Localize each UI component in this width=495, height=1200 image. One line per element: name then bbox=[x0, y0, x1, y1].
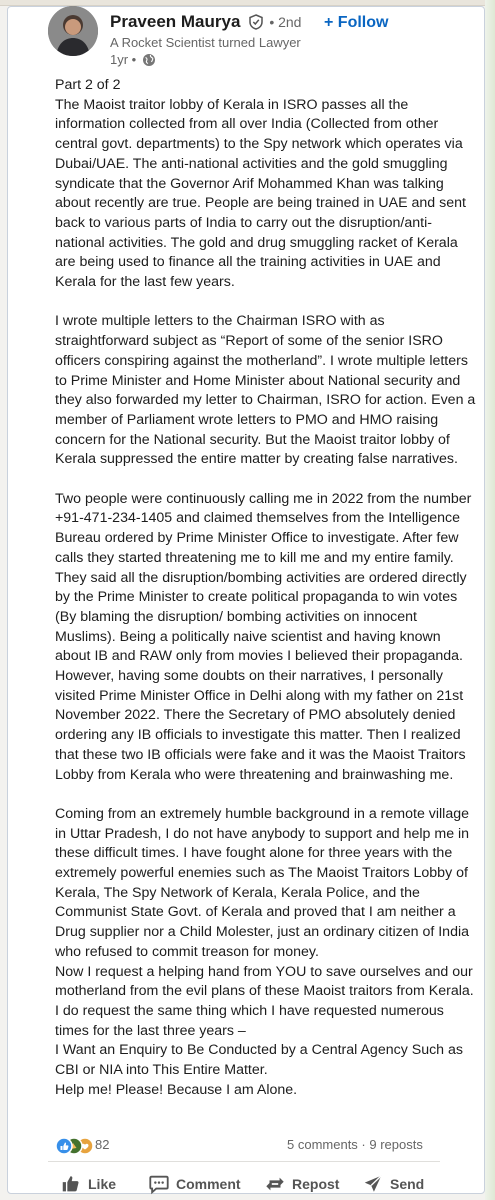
repost-icon bbox=[264, 1173, 286, 1195]
send-label: Send bbox=[390, 1176, 425, 1192]
comment-button[interactable] bbox=[148, 1172, 241, 1196]
post-paragraph: Part 2 of 2 bbox=[55, 77, 121, 93]
like-button[interactable] bbox=[60, 1172, 116, 1196]
connection-degree: • 2nd bbox=[269, 14, 302, 30]
post-paragraph: Coming from an extremely humble background in a remote village in Uttar Pradesh, I do not have anybody to support and help me in these difficult times. I have fought alone for three years with the extremely powerful enemies such as The Maoist Traitors Lobby of Kerala, The Spy Network of Kerala, Kerala Police, and the Communist State Govt. of Kerala and proved that I am neither a Drug supplier nor a Child Molester, just an ordinary citizen of India who refused to commit treason for money. bbox=[55, 805, 470, 960]
post-paragraph: Help me! Please! Because I am Alone. bbox=[55, 1081, 298, 1098]
post-time: 1yr • bbox=[110, 52, 137, 67]
author-avatar[interactable] bbox=[48, 6, 98, 56]
actions-divider bbox=[48, 1161, 440, 1162]
follow-button[interactable]: + Follow bbox=[324, 14, 389, 31]
post-text bbox=[55, 76, 480, 1101]
repost-label: Repost bbox=[292, 1176, 340, 1192]
author-headline: A Rocket Scientist turned Lawyer bbox=[110, 35, 301, 50]
post-paragraph: Two people were continuously calling me in 2022 from the number +91-471-234-1405 and claimed themselves from the Intelligence Bureau ordered by Prime Minister Office to investigate. After few calls they started threatening me to kill me and my entire family. They said all the disruption/bombing activities are ordered directly by the Prime Minister to create political propaganda to win votes (By blaming the disruption/ bombing activities on innocent Muslims). Being a politically naive scientist and having known about IB and RAW only from movies I believed their propaganda. However, having some doubts on their narratives, I personally visited Prime Minister Office in Delhi along with my father on 21st November 2022. There the Secretary of PMO absolutely denied ordering any IB officials to investigate this matter. Then I realized that these two IB officials were fake and it was the Maoist Traitors Lobby from Kerala who were threatening and brainwashing me. bbox=[55, 490, 472, 783]
thumbs-up-icon bbox=[60, 1173, 82, 1195]
repost-button[interactable] bbox=[264, 1172, 339, 1196]
social-counts bbox=[55, 1136, 427, 1156]
globe-icon bbox=[142, 53, 156, 70]
post-paragraph: I Want an Enquiry to Be Conducted by a Central Agency Such as CBI or NIA into This Entire Matter. bbox=[55, 1042, 463, 1079]
post-meta bbox=[110, 52, 156, 70]
comment-label: Comment bbox=[176, 1176, 241, 1192]
post-actions bbox=[50, 1172, 438, 1196]
comments-reposts-count[interactable]: 5 comments · 9 reposts bbox=[287, 1137, 423, 1152]
verified-shield-icon bbox=[249, 14, 263, 35]
comment-icon bbox=[148, 1173, 170, 1195]
author-name[interactable]: Praveen Maurya bbox=[110, 12, 241, 31]
send-icon bbox=[362, 1173, 384, 1195]
reaction-count[interactable]: 82 bbox=[95, 1137, 110, 1152]
page-right-edge bbox=[485, 0, 495, 1200]
like-label: Like bbox=[88, 1176, 117, 1192]
send-button[interactable] bbox=[362, 1172, 424, 1196]
post-paragraph: Now I request a helping hand from YOU to save ourselves and our motherland from the evil plans of these Maoist traitors from Kerala. I do request the same thing which I have requested numerous times for the last three years – bbox=[55, 963, 474, 1039]
avatar-photo bbox=[48, 6, 98, 56]
author-name-row bbox=[110, 12, 301, 34]
post-paragraph: I wrote multiple letters to the Chairman ISRO with as straightforward subject as “Report of some of the senior ISRO officers conspiring against the motherland”. I wrote multiple letters to Prime Minister and Home Minister about National security and they also forwarded my letter to Chairman, ISRO for action. Even a member of Parliament wrote letters to PMO and HMO raising concern for the National security. But the Maoist traitor lobby of Kerala suppressed the entire matter by creating false narratives. bbox=[55, 313, 476, 468]
post-paragraph: The Maoist traitor lobby of Kerala in ISRO passes all the information collected from all over India (Collected from other central govt. departments) to the Spy network which operates via Dubai/UAE. The anti-national activities and the gold smuggling syndicate that the Governor Arif Mohammed Khan was talking about recently are true. People are being trained in UAE and sent back to various parts of India to carry out the disruption/anti-national activities. The gold and drug smuggling racket of Kerala are being used to finance all the training activities in UAE and Kerala for the last few years. bbox=[55, 96, 466, 291]
reaction-icons[interactable] bbox=[55, 1136, 95, 1156]
